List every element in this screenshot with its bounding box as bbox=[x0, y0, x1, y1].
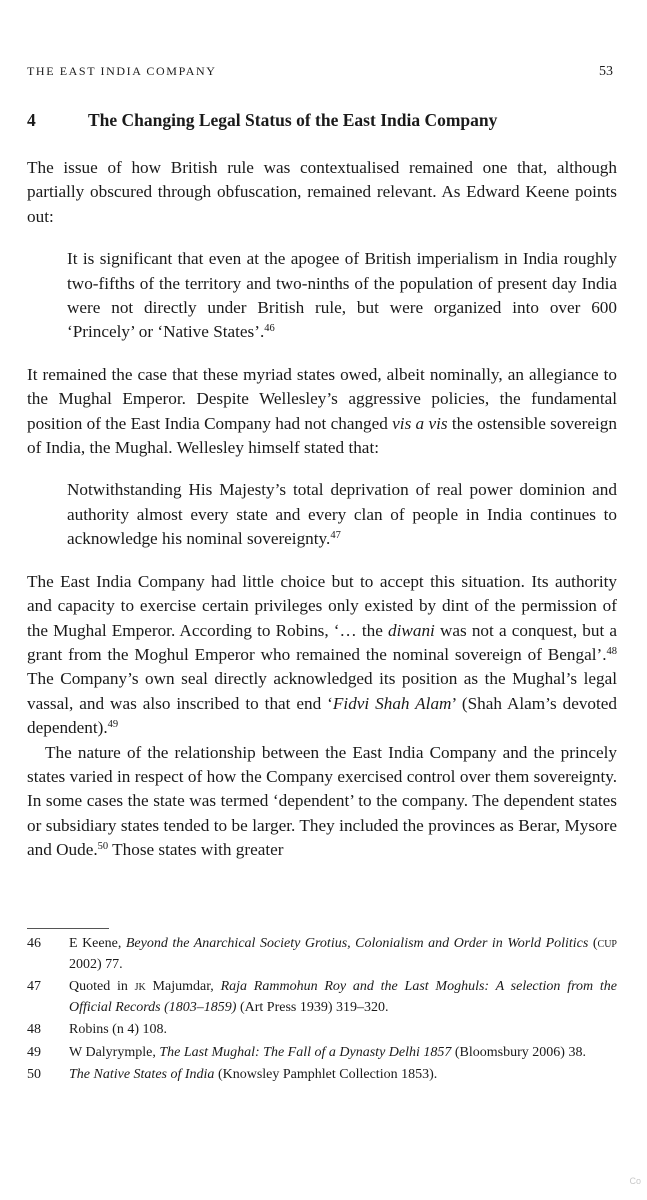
footnote-number: 48 bbox=[27, 1022, 41, 1037]
footnote-text bbox=[69, 1065, 617, 1086]
footnote-text-b: (Bloomsbury 2006) 38. bbox=[451, 1044, 586, 1060]
footnote-text bbox=[69, 1043, 617, 1064]
footnote-ref-46: 46 bbox=[264, 323, 275, 335]
footnote-italic: Raja Rammohun Roy and the Last Moghuls: A selection from the Official Records (1803–1859) bbox=[69, 979, 618, 1015]
paragraph-4-text-a: The nature of the relationship between the East India Company and the princely states varied in respect of how the Company exercised control over them sovereignty. In some cases the state was termed ‘dependent’ to the company. The dependent states or subsidiary states tended to be larger. They included the provinces as Berar, Mysore and Oude. bbox=[27, 742, 617, 860]
footnote-rule bbox=[27, 928, 109, 929]
page-number: 53 bbox=[599, 64, 613, 79]
footnote-text-a: (Knowsley Pamphlet Collection 1853). bbox=[214, 1067, 438, 1082]
footnote-49 bbox=[27, 1043, 617, 1064]
section-heading bbox=[27, 110, 617, 131]
footnote-number: 49 bbox=[27, 1044, 41, 1060]
paragraph-3-text-d: ’ (Shah Alam’s devoted dependent). bbox=[27, 693, 618, 738]
footnote-text bbox=[69, 934, 617, 975]
footnote-italic: Beyond the Anarchical Society Grotius, Colonialism and Order in World Politics bbox=[125, 936, 589, 951]
running-head bbox=[27, 64, 613, 80]
paragraph-1: The issue of how British rule was contextualised remained one that, although partially obscured through obfuscation, remained relevant. As Edward Keene points out: bbox=[27, 158, 617, 226]
body-text bbox=[27, 156, 617, 863]
paragraph-4 bbox=[27, 741, 617, 863]
footnote-ref-48: 48 bbox=[606, 645, 617, 657]
paragraph-3 bbox=[27, 570, 617, 741]
footnote-text-a: E Keene, bbox=[69, 936, 126, 951]
footnote-48 bbox=[27, 1020, 617, 1041]
footnotes bbox=[27, 934, 617, 1088]
footnote-italic: The Last Mughal: The Fall of a Dynasty Delhi 1857 bbox=[159, 1044, 452, 1060]
paragraph-3-text-c: The Company’s own seal directly acknowledged its position as the Mughal’s legal vassal, and was also inscribed to that end ‘ bbox=[27, 669, 617, 713]
footnote-ref-47: 47 bbox=[330, 530, 341, 542]
paragraph-2-text-b: the ostensible sovereign of India, the Mughal. Wellesley himself stated that: bbox=[27, 413, 617, 458]
block-quote-wellesley bbox=[67, 478, 617, 551]
footnote-smallcaps: (cup bbox=[592, 936, 617, 951]
paragraph-2-text-a: It remained the case that these myriad states owed, albeit nominally, an allegiance to the Mughal Emperor. Despite Wellesley’s aggressive policies, the fundamental position of the East India Company had not changed bbox=[27, 364, 617, 433]
quote-text: It is significant that even at the apogee of British imperialism in India roughly two-fifths of the territory and two-ninths of the population of present day India were not directly under British rule, but were organized into over 600 ‘Princely’ or ‘Native States’. bbox=[67, 249, 617, 342]
footnote-ref-50: 50 bbox=[97, 841, 109, 853]
footnote-46 bbox=[27, 934, 617, 975]
footnote-text-a: Quoted in bbox=[69, 979, 135, 994]
footnote-text-b: Majumdar, bbox=[145, 979, 221, 994]
block-quote-keene bbox=[67, 247, 617, 345]
paragraph-2 bbox=[27, 363, 617, 461]
footnote-47 bbox=[27, 977, 617, 1018]
footnote-ref-49: 49 bbox=[107, 719, 119, 731]
paragraph-3-text-b: was not a conquest, but a grant from the Moghul Emperor who remained the nominal sovereign of Bengal’. bbox=[27, 620, 618, 664]
footnote-text-c: (Art Press 1939) 319–320. bbox=[236, 999, 389, 1015]
paragraph-4-text-b: Those states with greater bbox=[108, 840, 284, 860]
paragraph-2-italic: vis a vis bbox=[392, 413, 448, 433]
footnote-smallcaps: jk bbox=[134, 979, 146, 994]
footnote-text bbox=[69, 977, 617, 1018]
footnote-text-b: 2002) 77. bbox=[69, 956, 123, 972]
footnote-50 bbox=[27, 1065, 617, 1086]
footnote-number: 46 bbox=[27, 936, 41, 951]
section-title: The Changing Legal Status of the East India Company bbox=[88, 110, 498, 130]
footnote-number: 50 bbox=[27, 1067, 41, 1082]
quote-text: Notwithstanding His Majesty’s total deprivation of real power dominion and authority almost every state and every clan of people in India continues to acknowledge his nominal sovereignty. bbox=[67, 480, 617, 549]
footnote-text-a: W Dalyrymple, bbox=[69, 1044, 160, 1060]
footnote-italic: The Native States of India bbox=[69, 1067, 215, 1082]
section-number: 4 bbox=[27, 110, 36, 130]
paragraph-3-text-a: The East India Company had little choice but to accept this situation. Its authority and capacity to exercise certain privileges only existed by dint of the permission of the Mughal Emperor. According to Robins, ‘… the bbox=[27, 571, 617, 640]
paragraph-3-italic-fidvi: Fidvi Shah Alam bbox=[332, 693, 452, 713]
footnote-number: 47 bbox=[27, 979, 41, 994]
footnote-text: Robins (n 4) 108. bbox=[69, 1022, 167, 1037]
paragraph-3-italic-diwani: diwani bbox=[388, 620, 435, 640]
corner-mark: Co bbox=[629, 1176, 641, 1186]
running-head-title: THE EAST INDIA COMPANY bbox=[27, 64, 217, 78]
